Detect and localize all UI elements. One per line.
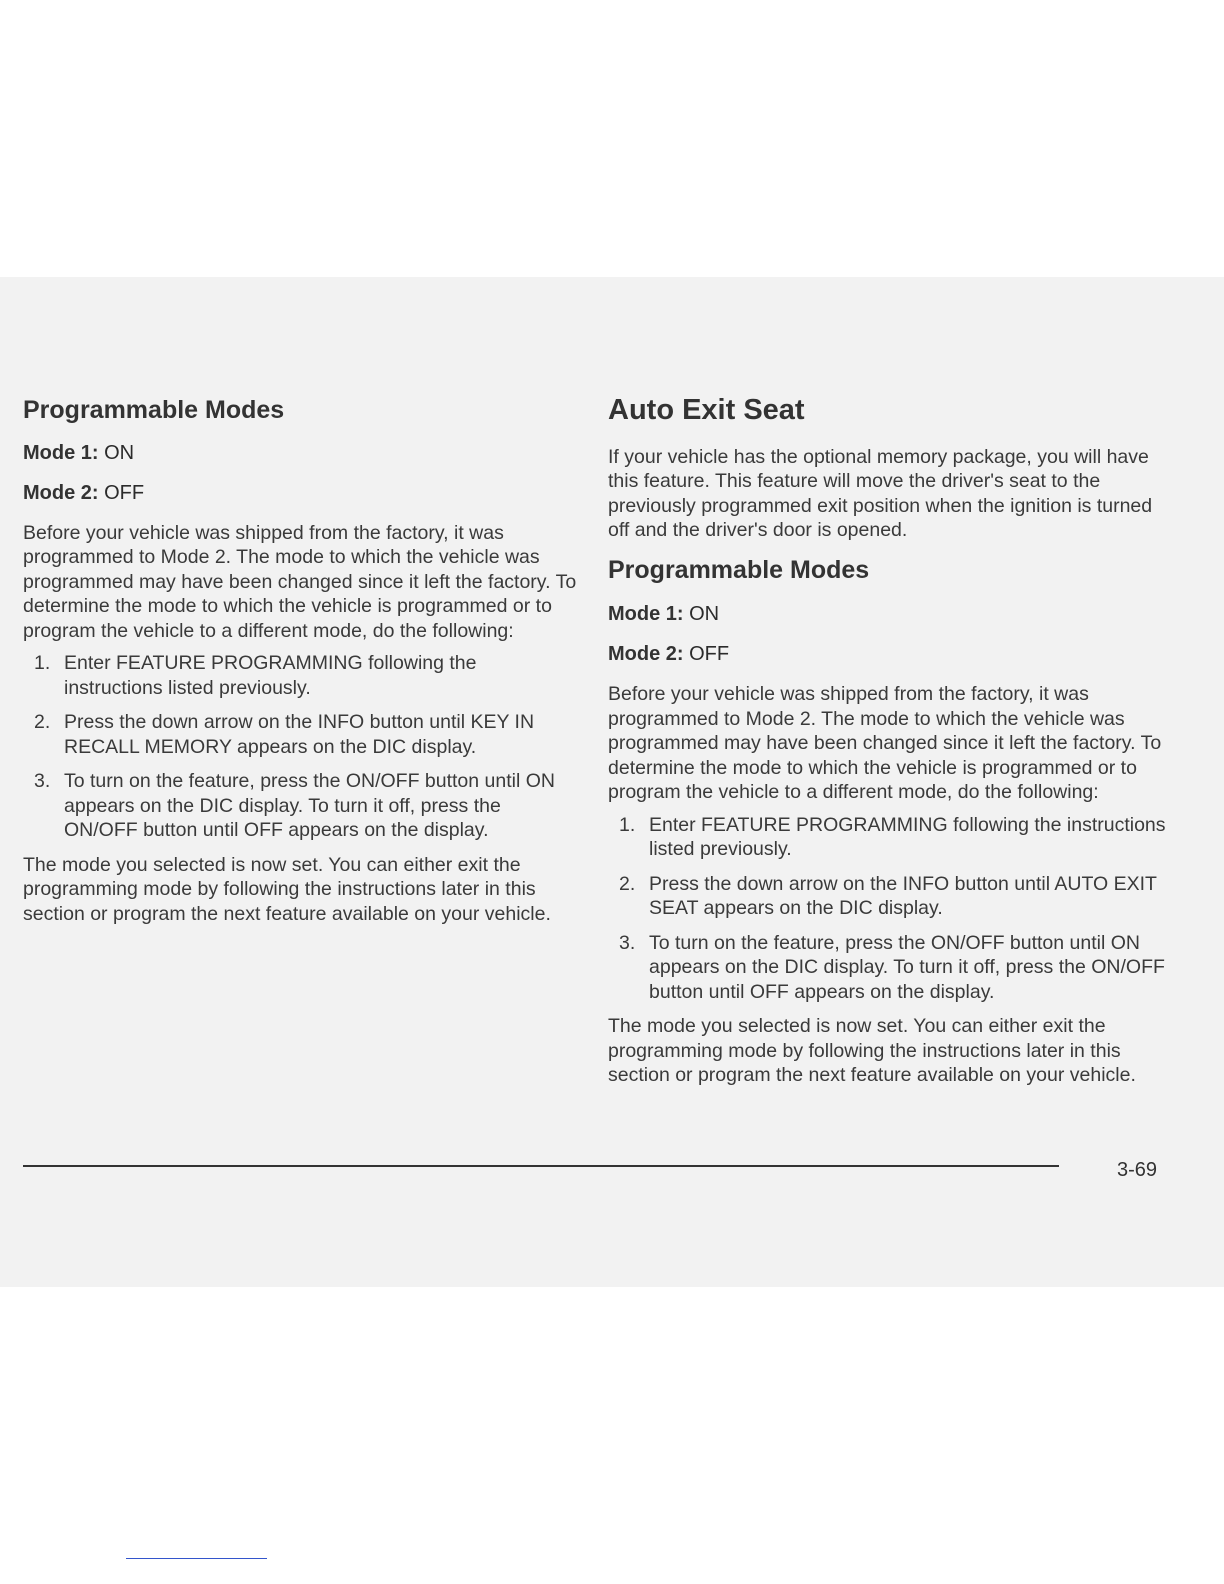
right-section-title: Auto Exit Seat — [608, 394, 805, 426]
list-item — [608, 872, 1168, 921]
left-mode-1-label: Mode 1: — [23, 441, 99, 464]
step-text: To turn on the feature, press the ON/OFF button until ON appears on the DIC display. To turn it off, press the ON/OFF button until OFF appears on the display. — [64, 770, 555, 841]
step-text: To turn on the feature, press the ON/OFF button until ON appears on the DIC display. To turn it off, press the ON/OFF button until OFF appears on the display. — [649, 931, 1165, 1003]
right-intro-paragraph: Before your vehicle was shipped from the factory, it was programmed to Mode 2. The mode to which the vehicle was programmed may have been changed since it left the factory. To determine the mode to which the vehicle is programmed or to program the vehicle to a different mode, do the following: — [608, 683, 1162, 804]
step-number: 2. — [619, 872, 636, 895]
left-column — [23, 397, 578, 934]
left-mode-2-label: Mode 2: — [23, 481, 99, 504]
page-content-panel — [0, 277, 1224, 1287]
right-mode-1-value: ON — [689, 603, 720, 626]
left-mode-1-value: ON — [104, 441, 135, 464]
right-mode-2 — [608, 642, 1168, 666]
right-column — [608, 395, 1168, 1096]
left-section-heading: Programmable Modes — [23, 396, 285, 424]
list-item — [23, 769, 578, 843]
right-mode-1-label: Mode 1: — [608, 603, 684, 626]
list-item — [23, 710, 578, 759]
step-number: 3. — [34, 770, 51, 792]
left-steps-list — [23, 651, 578, 843]
page-number: 3-69 — [1117, 1159, 1158, 1181]
right-description-paragraph: If your vehicle has the optional memory package, you will have this feature. This feature will move the driver's seat to the previously programmed exit position when the ignition is turned off and the driver's door is opened. — [608, 445, 1153, 542]
right-section-heading: Programmable Modes — [608, 555, 870, 584]
left-intro-paragraph: Before your vehicle was shipped from the factory, it was programmed to Mode 2. The mode to which the vehicle was programmed may have been changed since it left the factory. To determine the mode to which the vehicle is programmed or to program the vehicle to a different mode, do the following: — [23, 521, 577, 642]
step-text: Enter FEATURE PROGRAMMING following the instructions listed previously. — [649, 813, 1166, 861]
step-text: Enter FEATURE PROGRAMMING following the instructions listed previously. — [64, 652, 477, 699]
bottom-link-underline[interactable] — [126, 1558, 267, 1559]
step-number: 3. — [619, 931, 636, 954]
footer-divider — [23, 1165, 1059, 1167]
left-mode-2 — [23, 481, 578, 505]
step-text: Press the down arrow on the INFO button until KEY IN RECALL MEMORY appears on the DIC display. — [64, 711, 535, 758]
step-text: Press the down arrow on the INFO button until AUTO EXIT SEAT appears on the DIC display. — [649, 872, 1157, 920]
list-item — [608, 813, 1168, 862]
step-number: 2. — [34, 711, 51, 733]
list-item — [23, 651, 578, 700]
step-number: 1. — [34, 652, 51, 674]
left-mode-1 — [23, 441, 578, 465]
right-mode-1 — [608, 602, 1168, 626]
left-closing-paragraph: The mode you selected is now set. You can either exit the programming mode by following the instructions later in this section or program the next feature available on your vehicle. — [23, 853, 551, 925]
step-number: 1. — [619, 813, 636, 836]
right-mode-2-label: Mode 2: — [608, 643, 684, 666]
list-item — [608, 931, 1168, 1005]
right-mode-2-value: OFF — [689, 643, 730, 666]
right-closing-paragraph: The mode you selected is now set. You can either exit the programming mode by following the instructions later in this section or program the next feature available on your vehicle. — [608, 1015, 1136, 1087]
right-steps-list — [608, 813, 1168, 1005]
left-mode-2-value: OFF — [104, 481, 145, 504]
